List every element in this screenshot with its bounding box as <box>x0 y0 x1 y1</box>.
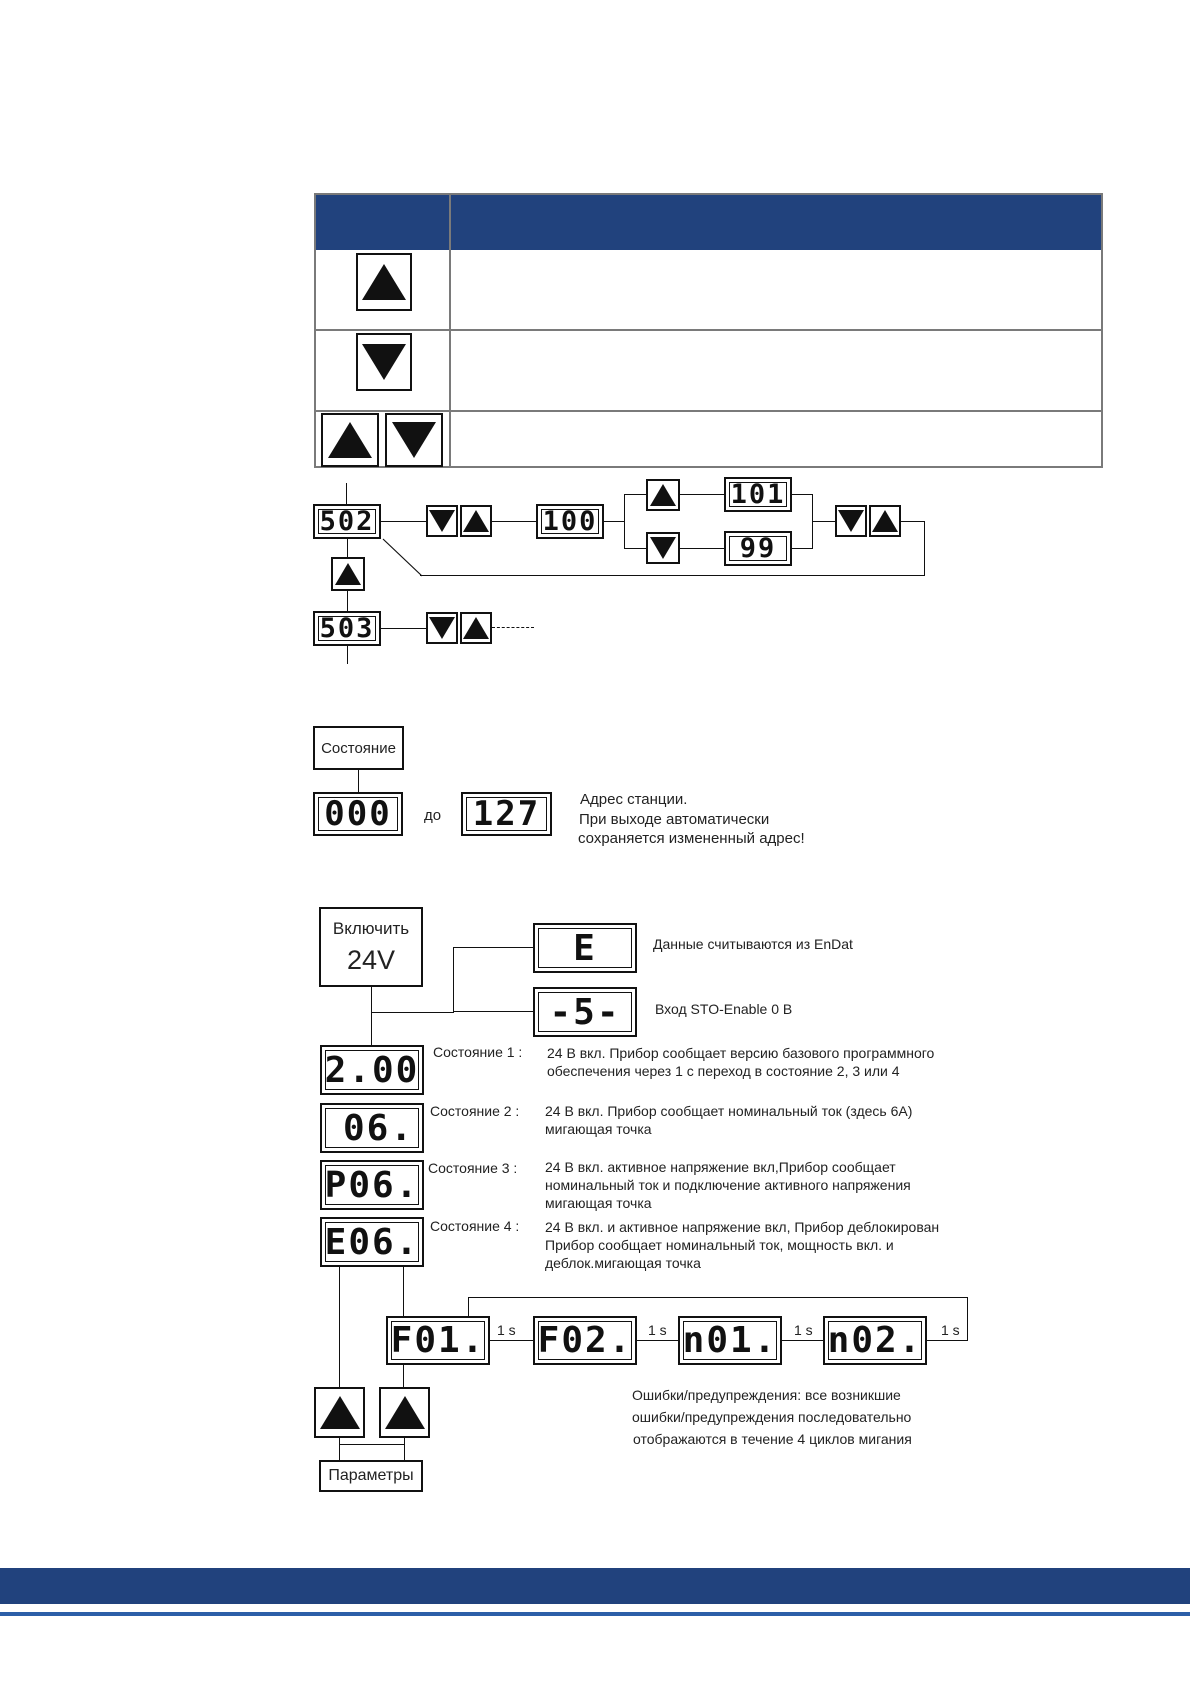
flow-line <box>924 521 925 576</box>
state-display: P06. <box>320 1160 424 1210</box>
flow-line <box>680 548 724 549</box>
down-arrow-icon <box>646 532 680 564</box>
state-description: 24 В вкл. и активное напряжение вкл, Прибор деблокирован <box>545 1219 940 1235</box>
footer-bar <box>0 1568 1190 1604</box>
down-arrow-icon <box>835 505 867 537</box>
up-arrow-icon <box>460 505 492 537</box>
interval-label: 1 s <box>941 1322 960 1338</box>
up-arrow-icon <box>356 253 412 311</box>
state-label: Состояние 1 : <box>433 1044 523 1060</box>
flow-line <box>812 521 835 522</box>
state-box <box>313 726 404 770</box>
up-arrow-icon <box>646 479 680 511</box>
up-arrow-icon <box>314 1387 365 1438</box>
up-arrow-icon <box>321 413 379 467</box>
flow-line <box>453 947 454 1013</box>
errors-note: Ошибки/предупреждения: все возникшие <box>632 1387 901 1403</box>
flow-line <box>347 539 348 557</box>
flow-line <box>468 1297 968 1298</box>
led-display: 101 <box>724 477 792 512</box>
flow-line <box>371 987 372 1045</box>
state-display: 06. <box>320 1103 424 1153</box>
state-label: Состояние <box>321 739 396 757</box>
flow-line <box>453 947 533 948</box>
table-row-divider <box>316 329 1101 331</box>
flow-line <box>792 494 812 495</box>
flow-line <box>346 483 347 505</box>
state-description: обеспечения через 1 с переход в состояние 2, 3 или 4 <box>547 1063 900 1079</box>
return-arrow <box>380 536 424 578</box>
state-description: 24 В вкл. Прибор сообщает версию базового программного <box>547 1045 935 1061</box>
address-note: При выходе автоматически <box>579 811 770 828</box>
error-display: n01. <box>678 1316 782 1365</box>
flow-line <box>347 646 348 664</box>
flow-line <box>358 770 359 792</box>
state-description: 24 В вкл. активное напряжение вкл,Прибор сообщает <box>545 1159 896 1175</box>
power-label: Включить <box>332 918 410 938</box>
errors-note: отображаются в течение 4 циклов мигания <box>633 1431 912 1447</box>
state-label: Состояние 3 : <box>428 1160 518 1176</box>
led-display: 502 <box>313 504 381 539</box>
interval-label: 1 s <box>648 1322 667 1338</box>
sto-text: Вход STO-Enable 0 В <box>655 1001 793 1017</box>
state-description: номинальный ток и подключение активного напряжения <box>545 1177 911 1193</box>
footer-line <box>0 1612 1190 1616</box>
flow-line <box>403 1267 404 1316</box>
flow-line <box>371 1012 453 1013</box>
address-to-display: 127 <box>461 792 552 836</box>
state-display: E06. <box>320 1217 424 1267</box>
state-description: мигающая точка <box>545 1195 652 1211</box>
flow-line <box>339 1267 340 1387</box>
flow-line <box>490 1340 533 1341</box>
address-note: Адрес станции. <box>580 791 688 808</box>
flow-line <box>782 1340 823 1341</box>
address-note: сохраняется измененный адрес! <box>578 830 805 847</box>
down-arrow-icon <box>426 612 458 644</box>
flow-line <box>339 1444 405 1445</box>
endat-display: E <box>533 923 637 973</box>
header-separator <box>449 195 451 250</box>
key-table <box>314 193 1103 468</box>
dashed-continuation-arrow <box>492 627 534 628</box>
table-row-divider <box>316 410 1101 412</box>
error-display: F01. <box>386 1316 490 1365</box>
down-arrow-icon <box>385 413 443 467</box>
up-arrow-icon <box>379 1387 430 1438</box>
flow-line <box>339 1438 340 1460</box>
state-description: мигающая точка <box>545 1121 652 1137</box>
parameters-box <box>319 1460 423 1492</box>
state-description: 24 В вкл. Прибор сообщает номинальный ток (здесь 6A) <box>545 1103 913 1119</box>
flow-line <box>637 1340 678 1341</box>
interval-label: 1 s <box>794 1322 813 1338</box>
interval-label: 1 s <box>497 1322 516 1338</box>
up-arrow-icon <box>460 612 492 644</box>
flow-line <box>792 548 812 549</box>
flow-line <box>967 1297 968 1341</box>
led-display: 503 <box>313 611 381 646</box>
flow-line <box>468 1297 469 1316</box>
flow-line <box>680 494 724 495</box>
up-arrow-icon <box>869 505 901 537</box>
state-display: 2.00 <box>320 1045 424 1095</box>
flow-line <box>927 1340 967 1341</box>
error-display: F02. <box>533 1316 637 1365</box>
state-label: Состояние 2 : <box>430 1103 520 1119</box>
flow-line <box>604 521 624 522</box>
down-arrow-icon <box>356 333 412 391</box>
led-display: 99 <box>724 531 792 566</box>
flow-line <box>420 575 925 576</box>
led-display: 100 <box>536 504 604 539</box>
power-voltage: 24V <box>346 944 396 975</box>
flow-line <box>624 548 646 549</box>
range-word: до <box>424 807 442 824</box>
flow-line <box>492 521 536 522</box>
state-description: деблок.мигающая точка <box>545 1255 701 1271</box>
flow-line <box>453 1011 533 1012</box>
flow-line <box>624 494 625 548</box>
errors-note: ошибки/предупреждения последовательно <box>632 1409 912 1425</box>
flow-line <box>901 521 925 522</box>
table-column-divider <box>449 250 451 466</box>
state-description: Прибор сообщает номинальный ток, мощность вкл. и <box>545 1237 894 1253</box>
endat-text: Данные считываются из EnDat <box>653 936 853 952</box>
error-display: n02. <box>823 1316 927 1365</box>
parameters-label: Параметры <box>328 1467 414 1484</box>
flow-line <box>404 1438 405 1460</box>
sto-display: -5- <box>533 987 637 1037</box>
address-from-display: 000 <box>313 792 403 836</box>
flow-line <box>403 1365 404 1387</box>
up-arrow-icon <box>331 557 365 591</box>
flow-line <box>381 521 426 522</box>
state-label: Состояние 4 : <box>430 1218 520 1234</box>
down-arrow-icon <box>426 505 458 537</box>
flow-line <box>624 494 646 495</box>
power-on-box <box>319 907 423 987</box>
flow-line <box>381 628 426 629</box>
flow-line <box>347 591 348 611</box>
table-header <box>316 195 1101 250</box>
